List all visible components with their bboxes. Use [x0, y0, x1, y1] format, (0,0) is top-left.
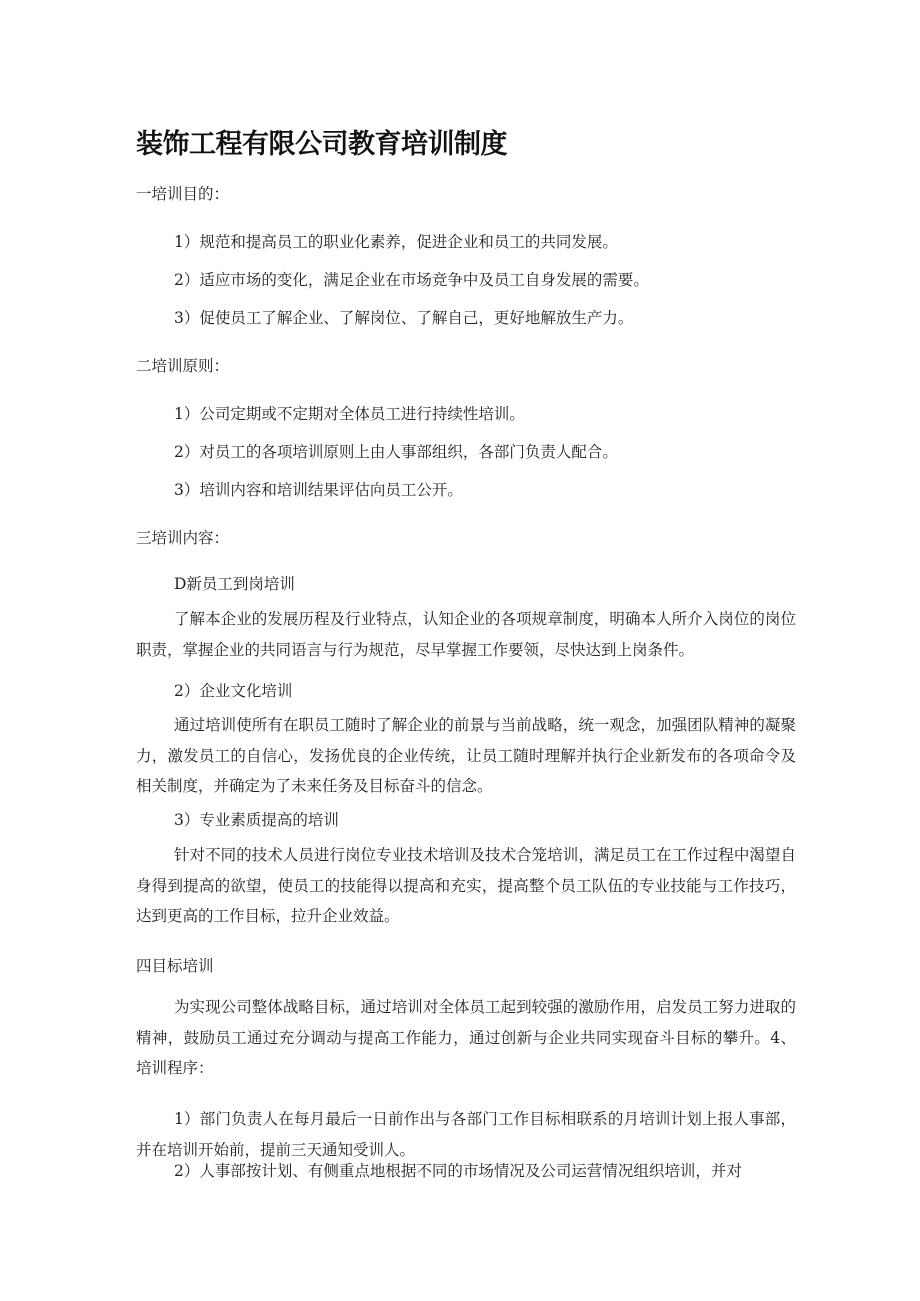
- section-heading-content: 三培训内容：: [136, 529, 230, 547]
- content-sub2-text: 通过培训使所有在职员工随时了解企业的前景与当前战略，统一观念，加强团队精神的凝聚力，激发员工的自信心，发扬优良的企业传统，让员工随时理解并执行企业新发布的各项命令及相关制度，并确定为了未来任务及目标奋斗的信念。: [136, 716, 796, 795]
- content-sub2-title: 2）企业文化培训: [174, 682, 293, 700]
- procedure-item-2: 2）人事部按计划、有侧重点地根据不同的市场情况及公司运营情况组织培训，并对: [174, 1162, 742, 1180]
- content-sub3-text: 针对不同的技术人员进行岗位专业技术培训及技术合笼培训，满足员工在工作过程中渴望自身得到提高的欲望，使员工的技能得以提高和充实，提高整个员工队伍的专业技能与工作技巧，达到更高的工作目标，拉升企业效益。: [136, 846, 796, 925]
- document-title: 装饰工程有限公司教育培训制度: [136, 129, 507, 160]
- content-sub3-title: 3）专业素质提高的培训: [174, 811, 339, 829]
- principle-item-1: 1）公司定期或不定期对全体员工进行持续性培训。: [174, 405, 525, 423]
- goal-text: 为实现公司整体战略目标，通过培训对全体员工起到较强的激励作用，启发员工努力进取的精神，鼓励员工通过充分调动与提高工作能力，通过创新与企业共同实现奋斗目标的攀升。4、培训程序：: [136, 998, 796, 1077]
- section-heading-goal: 四目标培训: [136, 957, 214, 975]
- content-sub1-text: 了解本企业的发展历程及行业特点，认知企业的各项规章制度，明确本人所介入岗位的岗位职责，掌握企业的共同语言与行为规范，尽早掌握工作要领，尽快达到上岗条件。: [136, 610, 796, 659]
- content-sub1-title: D新员工到岗培训: [174, 575, 295, 593]
- section-heading-purpose: 一培训目的：: [136, 185, 230, 203]
- section-heading-principles: 二培训原则：: [136, 357, 230, 375]
- principle-item-2: 2）对员工的各项培训原则上由人事部组织，各部门负责人配合。: [174, 443, 618, 461]
- purpose-item-3: 3）促使员工了解企业、了解岗位、了解自己，更好地解放生产力。: [174, 309, 634, 327]
- principle-item-3: 3）培训内容和培训结果评估向员工公开。: [174, 481, 463, 499]
- purpose-item-2: 2）适应市场的变化，满足企业在市场竞争中及员工自身发展的需要。: [174, 271, 649, 289]
- procedure-item-1: 1）部门负责人在每月最后一日前作出与各部门工作目标相联系的月培训计划上报人事部，并在培训开始前，提前三天通知受训人。: [136, 1110, 796, 1159]
- purpose-item-1: 1）规范和提高员工的职业化素养，促进企业和员工的共同发展。: [174, 233, 618, 251]
